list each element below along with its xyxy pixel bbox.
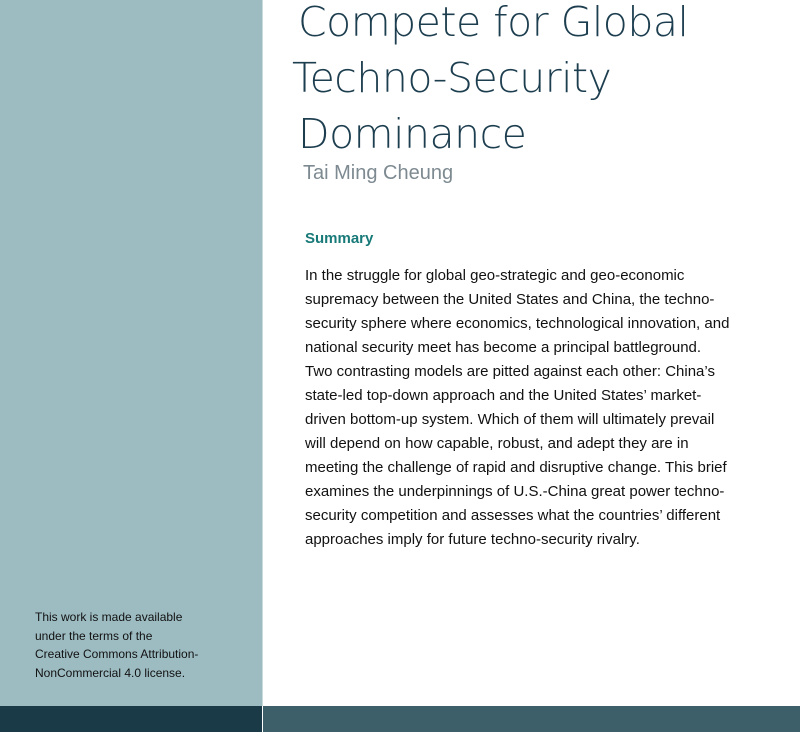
footer-bar-right — [263, 706, 800, 732]
title-line: Compete for Global — [298, 0, 689, 46]
document-title — [292, 0, 689, 162]
license-notice — [35, 608, 235, 682]
license-line: under the terms of the — [35, 628, 153, 643]
author-name: Tai Ming Cheung — [303, 162, 454, 184]
summary-line: state-led top-down approach and the United States’ market- — [305, 387, 702, 404]
title-line: Dominance — [298, 110, 527, 158]
summary-paragraph — [305, 264, 760, 552]
summary-line: driven bottom-up system. Which of them will ultimately prevail — [305, 411, 715, 428]
license-line: Creative Commons Attribution- — [35, 647, 199, 661]
summary-line: Two contrasting models are pitted against each other: China’s — [305, 363, 715, 380]
summary-line: In the struggle for global geo-strategic and geo-economic — [305, 267, 685, 284]
left-sidebar-panel — [0, 0, 263, 706]
summary-line: national security meet has become a principal battleground. — [305, 339, 702, 356]
summary-heading: Summary — [305, 230, 374, 247]
main-content — [263, 0, 800, 706]
footer-bar-left — [0, 706, 262, 732]
summary-line: will depend on how capable, robust, and adept they are in — [305, 435, 689, 452]
summary-line: supremacy between the United States and China, the techno- — [305, 291, 715, 308]
title-line: Techno-Security — [292, 54, 612, 102]
summary-line: meeting the challenge of rapid and disruptive change. This brief — [305, 459, 727, 476]
license-line: This work is made available — [35, 610, 183, 624]
summary-line: examines the underpinnings of U.S.-China great power techno- — [305, 483, 725, 500]
summary-line: security sphere where economics, technological innovation, and — [305, 315, 730, 332]
summary-line: approaches imply for future techno-security rivalry. — [305, 531, 640, 548]
summary-line: security competition and assesses what the countries’ different — [305, 507, 721, 524]
license-line: NonCommercial 4.0 license. — [35, 665, 186, 680]
